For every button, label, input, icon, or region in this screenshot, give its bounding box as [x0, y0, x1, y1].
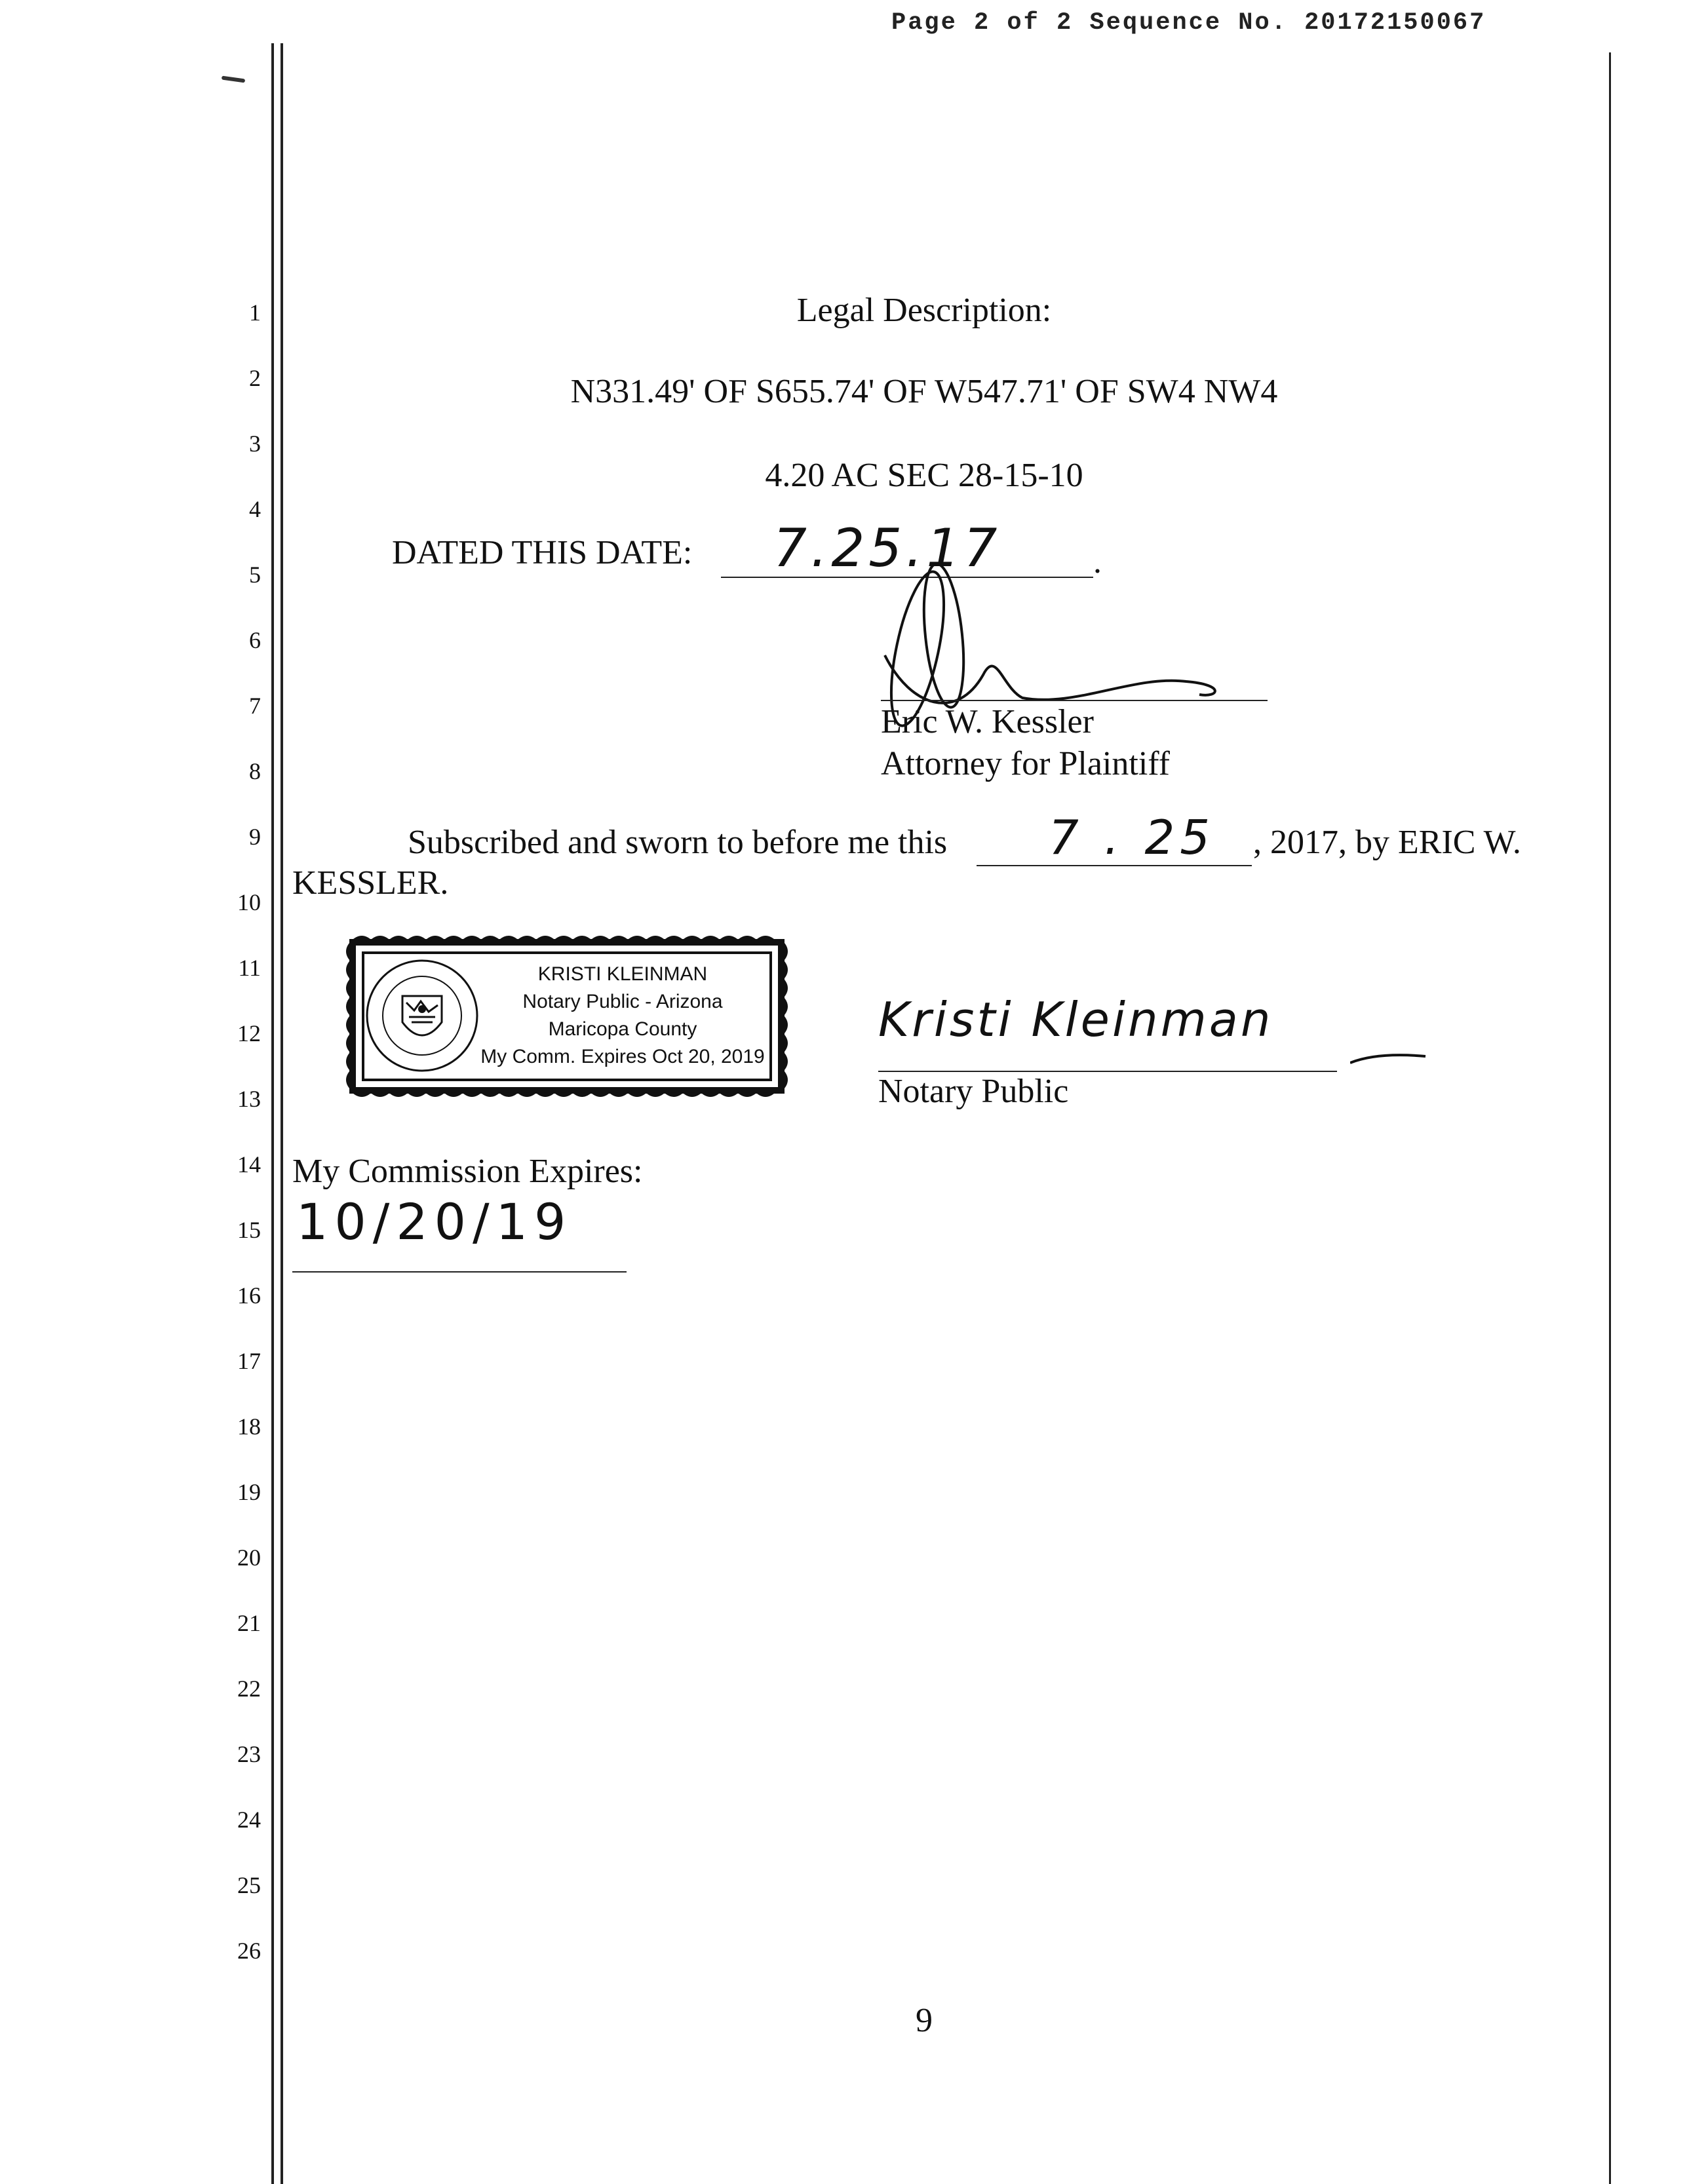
stamp-notary-name: KRISTI KLEINMAN [537, 963, 708, 985]
line-number: 3 [249, 431, 261, 457]
line-number: 8 [249, 758, 261, 784]
line-number: 21 [237, 1610, 261, 1636]
right-margin-rule [1609, 52, 1611, 2184]
legal-description-line-1: N331.49' OF S655.74' OF W547.71' OF SW4 NW4 [570, 373, 1278, 410]
legal-description-line-2: 4.20 AC SEC 28-15-10 [765, 457, 1083, 494]
sworn-date-underline [977, 865, 1252, 866]
attorney-title: Attorney for Plaintiff [881, 745, 1170, 782]
stamp-notary-title: Notary Public - Arizona [522, 991, 723, 1012]
sequence-header: Page 2 of 2 Sequence No. 20172150067 [891, 9, 1486, 37]
page-number: 9 [916, 2002, 933, 2039]
legal-description-heading: Legal Description: [796, 292, 1052, 329]
notary-signature-tail [1350, 1048, 1429, 1075]
line-number: 14 [237, 1151, 261, 1178]
line-number: 7 [249, 693, 261, 719]
line-number: 16 [237, 1282, 261, 1309]
line-number: 10 [237, 889, 261, 915]
attorney-signature-line [881, 700, 1268, 701]
line-number: 13 [237, 1086, 261, 1112]
notary-stamp [341, 930, 793, 1102]
line-number: 4 [249, 496, 261, 522]
line-number: 23 [237, 1741, 261, 1767]
commission-handwritten-date: 10/20/19 [296, 1193, 573, 1251]
line-number: 17 [237, 1348, 261, 1374]
commission-underline [292, 1271, 627, 1273]
sworn-statement-continued: KESSLER. [292, 864, 449, 902]
line-number: 15 [237, 1217, 261, 1243]
scan-mark [222, 76, 245, 83]
line-number: 9 [249, 824, 261, 850]
line-number: 18 [237, 1413, 261, 1440]
stamp-expiration: My Comm. Expires Oct 20, 2019 [480, 1046, 765, 1067]
sworn-statement-prefix: Subscribed and sworn to before me this [408, 824, 948, 861]
dated-period: . [1093, 543, 1102, 581]
notary-handwritten-signature: Kristi Kleinman [878, 992, 1273, 1047]
dated-handwritten-value: 7.25.17 [773, 518, 1001, 579]
line-number: 22 [237, 1676, 261, 1702]
line-number: 12 [237, 1020, 261, 1046]
line-number: 19 [237, 1479, 261, 1505]
notary-title: Notary Public [878, 1073, 1069, 1110]
line-number: 1 [249, 299, 261, 326]
sworn-handwritten-date: 7 . 25 [1049, 810, 1216, 865]
sworn-statement-suffix: , 2017, by ERIC W. [1253, 824, 1521, 861]
dated-label: DATED THIS DATE: [392, 534, 693, 571]
line-number: 6 [249, 627, 261, 653]
stamp-county: Maricopa County [548, 1018, 697, 1040]
line-number: 11 [238, 955, 261, 981]
line-number: 5 [249, 562, 261, 588]
commission-label: My Commission Expires: [292, 1153, 643, 1190]
line-number: 2 [249, 365, 261, 391]
line-number: 20 [237, 1544, 261, 1571]
line-number: 26 [237, 1938, 261, 1964]
left-margin-rule-inner [281, 43, 283, 2184]
attorney-name: Eric W. Kessler [881, 703, 1094, 740]
line-number: 24 [237, 1807, 261, 1833]
line-number: 25 [237, 1872, 261, 1898]
left-margin-rule-outer [271, 43, 274, 2184]
